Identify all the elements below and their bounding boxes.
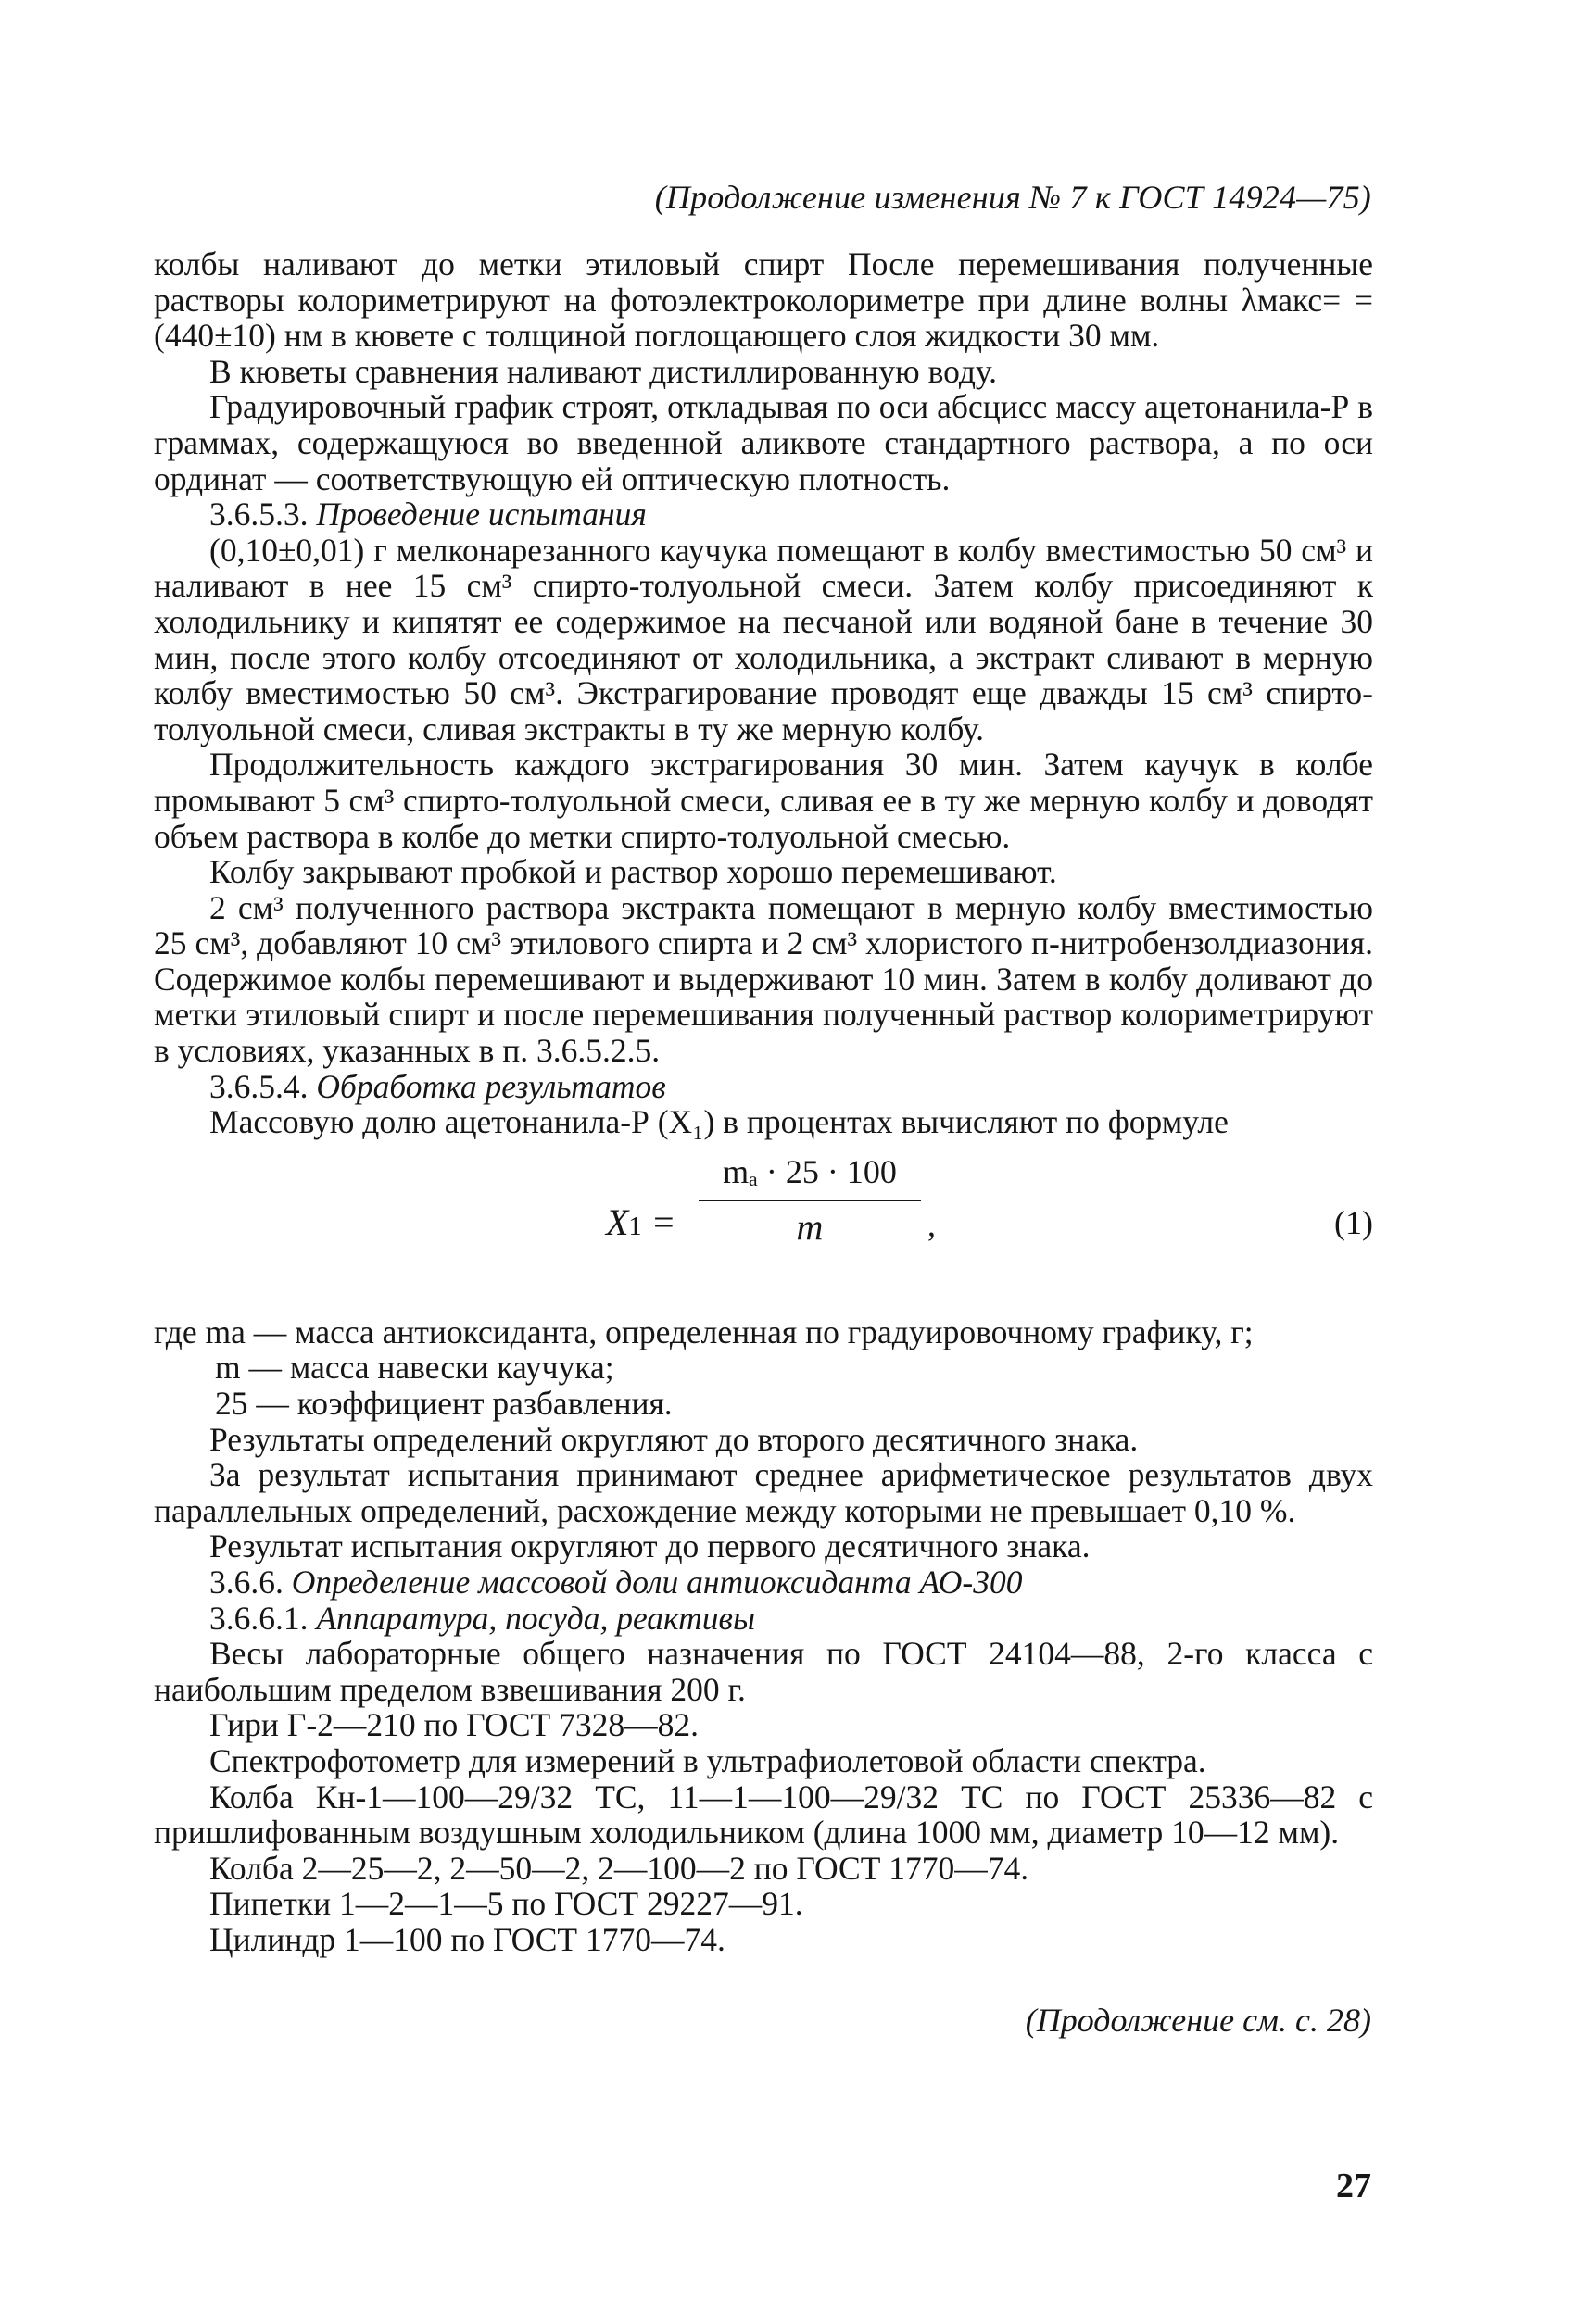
paragraph: Градуировочный график строят, откладывая по оси абсцисс массу ацетонанила-Р в граммах, содержащуюся во введенной аликвоте стандартного раствора, а по оси ординат — соответствующую ей оптическую плотность.: [154, 388, 1373, 497]
continuation-note: (Продолжение см. с. 28): [1025, 2002, 1371, 2039]
section-title: Определение массовой доли антиоксиданта АО-300: [291, 1564, 1023, 1601]
paragraph: Результаты определений округляют до второго десятичного знака.: [209, 1420, 1139, 1458]
body-text: [154, 246, 1373, 1958]
section-heading: [154, 1069, 1373, 1105]
fraction-bar: [699, 1200, 921, 1201]
formula: [154, 1151, 1373, 1309]
formula-denominator: m: [796, 1205, 824, 1248]
formula-number: (1): [1334, 1203, 1373, 1241]
paragraph: (0,10±0,01) г мелконарезанного каучука помещают в колбу вместимостью 50 см³ и наливают в нее 15 см³ спирто-толуольной смеси. Затем колбу присоединяют к холодильнику и кипятят ее содержимое на песчаной или водяной бане в течение 30 мин, после этого колбу отсоединяют от холодильника, а экстракт сливают в мерную колбу вместимостью 50 см³. Экстрагирование проводят еще дважды 15 см³ спирто-толуольной смеси, сливая экстракты в ту же мерную колбу.: [154, 531, 1373, 747]
section-number: 3.6.6.: [209, 1564, 284, 1601]
section-title: Проведение испытания: [316, 496, 647, 534]
formula-numerator: mₐ · 25 · 100: [723, 1152, 897, 1190]
section-number: 3.6.6.1.: [209, 1599, 309, 1637]
formula-equals: =: [650, 1200, 676, 1243]
paragraph: В кюветы сравнения наливают дистиллированную воду.: [209, 352, 997, 390]
paragraph: Спектрофотометр для измерений в ультрафиолетовой области спектра.: [209, 1741, 1206, 1779]
formula-lhs-subscript: 1: [628, 1212, 642, 1241]
paragraph: Пипетки 1—2—1—5 по ГОСТ 29227—91.: [209, 1885, 803, 1923]
section-heading: [154, 1564, 1373, 1601]
section-heading: [154, 496, 1373, 533]
formula-lhs: [606, 1200, 676, 1246]
legend-item: 25 — коэффициент разбавления.: [215, 1385, 673, 1423]
legend-item: где mа — масса антиоксиданта, определенная по градуировочному графику, г;: [154, 1313, 1254, 1350]
paragraph: колбы наливают до метки этиловый спирт После перемешивания полученные растворы колориметрируют на фотоэлектроколориметре при длине волны λмакс= =(440±10) нм в кювете с толщиной поглощающего слоя жидкости 30 мм.: [154, 245, 1373, 355]
paragraph: Гири Г-2—210 по ГОСТ 7328—82.: [209, 1706, 699, 1744]
running-head: (Продолжение изменения № 7 к ГОСТ 14924—75): [654, 179, 1371, 216]
paragraph: За результат испытания принимают среднее арифметическое результатов двух параллельных определений, расхождение между которыми не превышает 0,10 %.: [154, 1456, 1373, 1529]
formula-fraction: [699, 1151, 921, 1248]
paragraph: Результат испытания округляют до первого десятичного знака.: [209, 1527, 1091, 1565]
section-heading: [154, 1601, 1373, 1637]
formula-comma: ,: [927, 1205, 936, 1243]
paragraph: Колба Кн-1—100—29/32 ТС, 11—1—100—29/32 ТС по ГОСТ 25336—82 с пришлифованным воздушным холодильником (длина 1000 мм, диаметр 10—12 мм).: [154, 1778, 1373, 1852]
section-title: Аппаратура, посуда, реактивы: [316, 1599, 755, 1637]
section-title: Обработка результатов: [316, 1067, 666, 1105]
formula-lhs-symbol: X: [606, 1200, 629, 1243]
section-number: 3.6.5.4.: [209, 1067, 309, 1105]
paragraph: Весы лабораторные общего назначения по ГОСТ 24104—88, 2-го класса с наибольшим пределом взвешивания 200 г.: [154, 1635, 1373, 1708]
legend-item: m — масса навески каучука;: [215, 1349, 614, 1387]
paragraph: Колбу закрывают пробкой и раствор хорошо перемешивают.: [209, 853, 1057, 891]
section-number: 3.6.5.3.: [209, 496, 309, 534]
paragraph: 2 см³ полученного раствора экстракта помещают в мерную колбу вместимостью 25 см³, добавляют 10 см³ этилового спирта и 2 см³ хлористого п-нитробензолдиазония. Содержимое колбы перемешивают и выдерживают 10 мин. Затем в колбу доливают до метки этиловый спирт и после перемешивания полученный раствор колориметрируют в условиях, указанных в п. 3.6.5.2.5.: [154, 888, 1373, 1070]
paragraph: Цилиндр 1—100 по ГОСТ 1770—74.: [209, 1920, 725, 1958]
paragraph: Массовую долю ацетонанила-Р (X₁) в процентах вычисляют по формуле: [209, 1103, 1229, 1141]
page-number: 27: [1336, 2167, 1371, 2205]
paragraph: Колба 2—25—2, 2—50—2, 2—100—2 по ГОСТ 1770—74.: [209, 1849, 1029, 1887]
paragraph: Продолжительность каждого экстрагирования 30 мин. Затем каучук в колбе промывают 5 см³ спирто-толуольной смеси, сливая ее в ту же мерную колбу и доводят объем раствора в колбе до метки спирто-толуольной смесью.: [154, 746, 1373, 855]
